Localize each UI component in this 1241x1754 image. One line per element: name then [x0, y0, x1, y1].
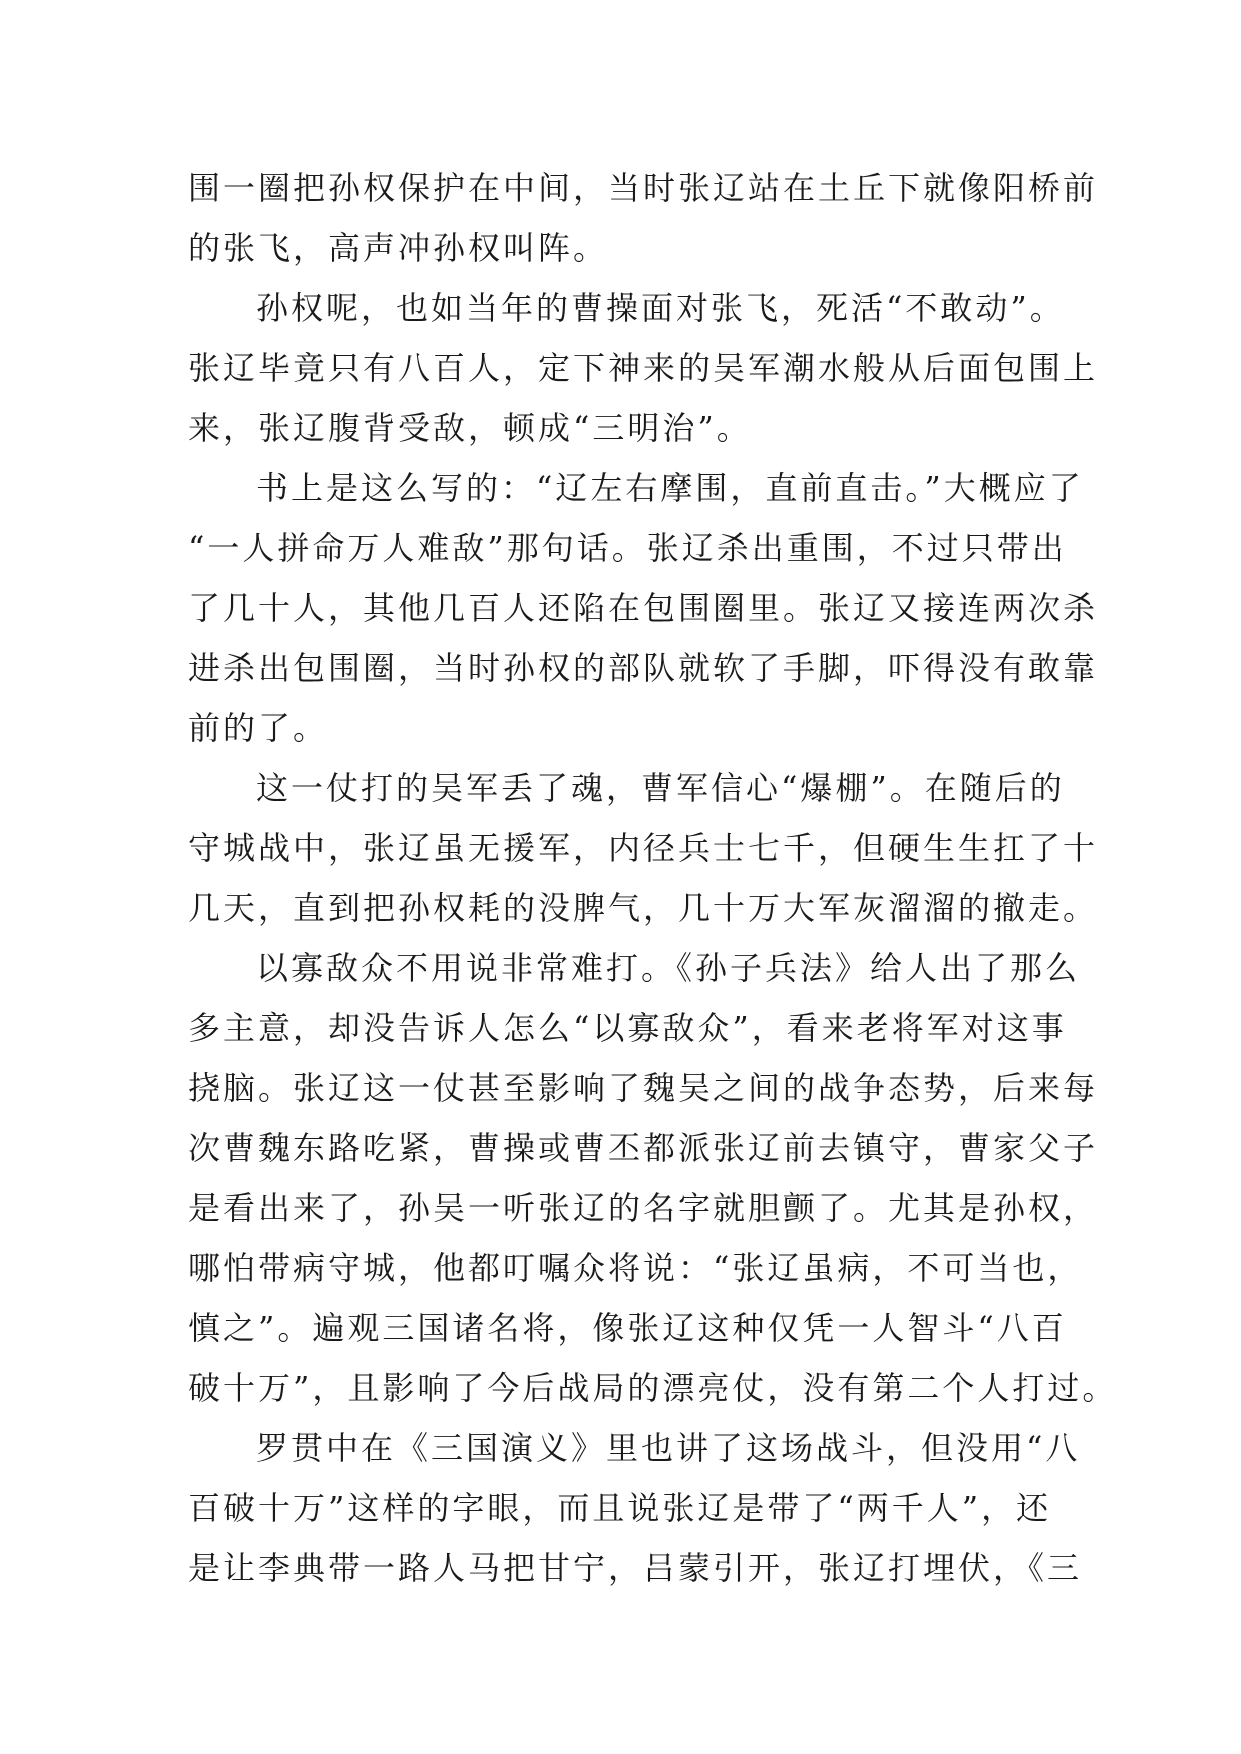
paragraph-start-line: 以寡敌众不用说非常难打。《孙子兵法》给人出了那么 — [256, 949, 1081, 987]
text-line: 哪怕带病守城，他都叮嘱众将说：“张辽虽病，不可当也， — [188, 1249, 1083, 1287]
text-line: 挠脑。张辽这一仗甚至影响了魏吴之间的战争态势，后来每 — [188, 1069, 1099, 1107]
text-line: 前的了。 — [188, 709, 329, 747]
text-line: 慎之”。遍观三国诸名将，像张辽这种仅凭一人智斗“八百 — [188, 1309, 1067, 1347]
paragraph-start-line: 这一仗打的吴军丢了魂，曹军信心“爆棚”。在随后的 — [256, 769, 1065, 807]
text-line: 是让李典带一路人马把甘宁，吕蒙引开，张辽打埋伏，《三 — [188, 1549, 1083, 1587]
paragraph-start-line: 孙权呢，也如当年的曹操面对张飞，死活“不敢动”。 — [256, 289, 1065, 327]
text-line: 百破十万”这样的字眼，而且说张辽是带了“两千人”，还 — [188, 1489, 1052, 1527]
text-line: “一人拼命万人难敌”那句话。张辽杀出重围，不过只带出 — [188, 529, 1067, 567]
text-line: 进杀出包围圈，当时孙权的部队就软了手脚，吓得没有敢靠 — [188, 649, 1099, 687]
text-line: 张辽毕竟只有八百人，定下神来的吴军潮水般从后面包围上 — [188, 349, 1099, 387]
paragraph-start-line: 书上是这么写的：“辽左右摩围，直前直击。”大概应了 — [256, 469, 1084, 507]
text-line: 围一圈把孙权保护在中间，当时张辽站在土丘下就像阳桥前 — [188, 169, 1099, 207]
text-line: 多主意，却没告诉人怎么“以寡敌众”，看来老将军对这事 — [188, 1009, 1067, 1047]
text-line: 几天，直到把孙权耗的没脾气，几十万大军灰溜溜的撤走。 — [188, 889, 1099, 927]
text-line: 是看出来了，孙吴一听张辽的名字就胆颤了。尤其是孙权， — [188, 1189, 1099, 1227]
text-line: 来，张辽腹背受敌，顿成“三明治”。 — [188, 409, 752, 447]
text-line: 守城战中，张辽虽无援军，内径兵士七千，但硬生生扛了十 — [188, 829, 1099, 867]
article-body — [188, 158, 1118, 1598]
paragraph-start-line: 罗贯中在《三国演义》里也讲了这场战斗，但没用“八 — [256, 1429, 1081, 1467]
text-line: 了几十人，其他几百人还陷在包围圈里。张辽又接连两次杀 — [188, 589, 1099, 627]
text-line: 次曹魏东路吃紧，曹操或曹丕都派张辽前去镇守，曹家父子 — [188, 1129, 1099, 1167]
text-line: 的张飞，高声冲孙权叫阵。 — [188, 229, 609, 267]
text-line: 破十万”，且影响了今后战局的漂亮仗，没有第二个人打过。 — [188, 1369, 1118, 1407]
